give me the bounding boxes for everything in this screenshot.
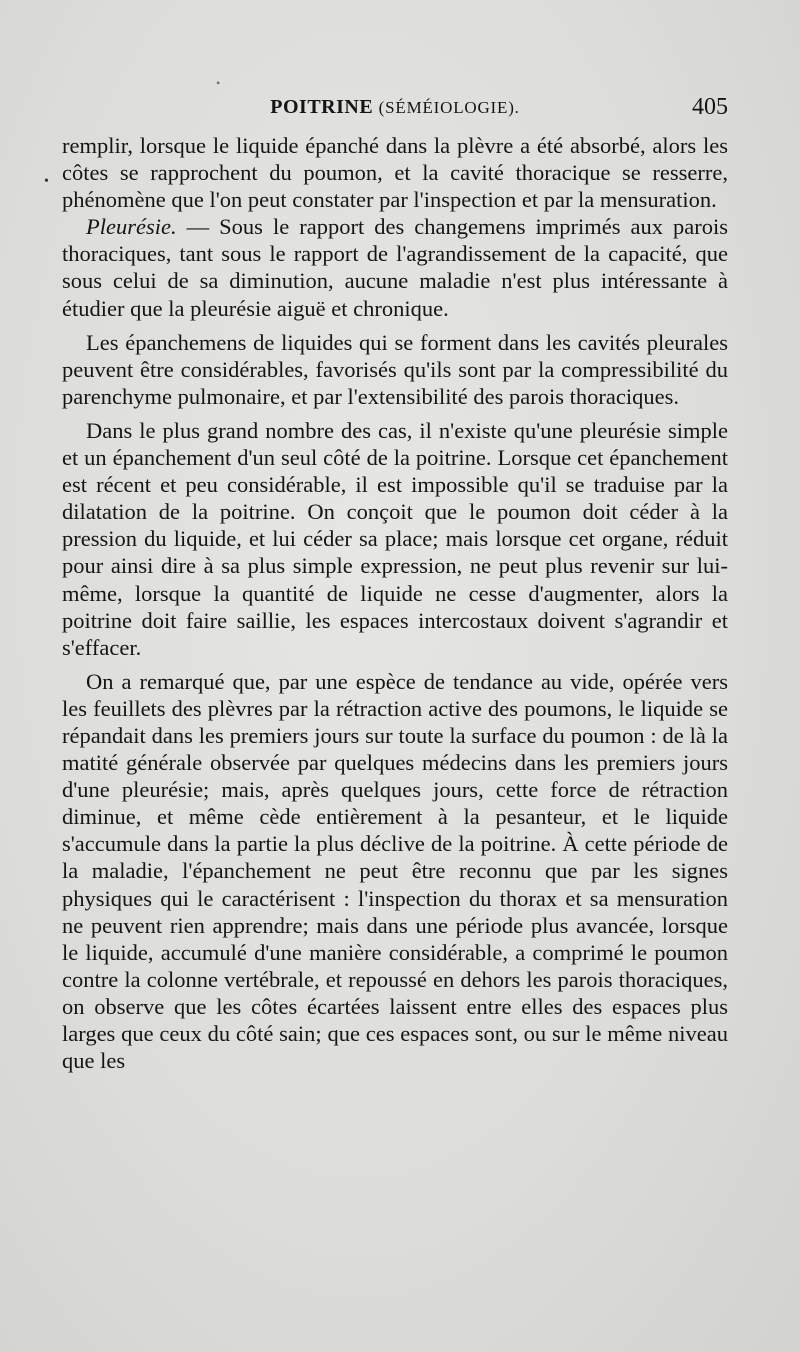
paragraph: On a remarqué que, par une espèce de tendance au vide, opérée vers les feuillets des plèvres par la rétraction active des poumons, le liquide se répandait dans les premiers jours sur toute la surface du poumon : de là la matité générale observée par quelques médecins dans les premiers jours d'une pleurésie; mais, après quelques jours, cette force de rétraction diminue, et même cède entièrement à la pesanteur, et le liquide s'accumule dans la partie la plus déclive de la poitrine. À cette période de la maladie, l'épanchement ne peut être reconnu que par les signes physiques qui le caractérisent : l'inspection du thorax et sa mensuration ne peuvent rien apprendre; mais dans une période plus avancée, lorsque le liquide, accumulé d'une manière considérable, a comprimé le poumon contre la colonne vertébrale, et repoussé en dehors les parois thoraciques, on observe que les côtes écartées laissent entre elles des espaces plus larges que ceux du côté sain; que ces espaces sont, ou sur le même niveau que les: [62, 668, 728, 1074]
paragraph: remplir, lorsque le liquide épanché dans la plèvre a été absorbé, alors les côtes se rapprochent du poumon, et la cavité thoracique se resserre, phénomène que l'on peut constater par l'inspection et par la mensuration.: [62, 133, 728, 213]
running-head-sub: (SÉMÉIOLOGIE).: [378, 98, 520, 117]
body-text: [62, 132, 728, 1074]
section-lead: Pleurésie.: [86, 214, 177, 240]
margin-speck: •: [44, 174, 49, 189]
page-header: [62, 96, 728, 128]
running-head: [62, 96, 728, 119]
margin-speck: •: [216, 76, 221, 90]
paragraph-text: — Sous le rapport des changemens imprimés aux parois thoraciques, tant sous le rapport de l'agrandissement de la capacité, que sous celui de sa diminution, aucune maladie n'est plus intéressante à étudier que la pleurésie aiguë et chronique.: [62, 214, 728, 321]
page-number: 405: [692, 94, 728, 120]
paragraph: [62, 213, 728, 321]
running-head-main: POITRINE: [270, 96, 374, 118]
paragraph: Les épanchemens de liquides qui se forment dans les cavités pleurales peuvent être considérables, favorisés qu'ils sont par la compressibilité du parenchyme pulmonaire, et par l'extensibilité des parois thoraciques.: [62, 329, 728, 409]
paragraph: Dans le plus grand nombre des cas, il n'existe qu'une pleurésie simple et un épanchement d'un seul côté de la poitrine. Lorsque cet épanchement est récent et peu considérable, il est impossible qu'il se traduise par la dilatation de la poitrine. On conçoit que le poumon doit céder à la pression du liquide, et lui céder sa place; mais lorsque cet organe, réduit pour ainsi dire à sa plus simple expression, ne peut plus revenir sur lui-même, lorsque la quantité de liquide ne cesse d'augmenter, alors la poitrine doit faire saillie, les espaces intercostaux doivent s'agrandir et s'effacer.: [62, 417, 728, 660]
